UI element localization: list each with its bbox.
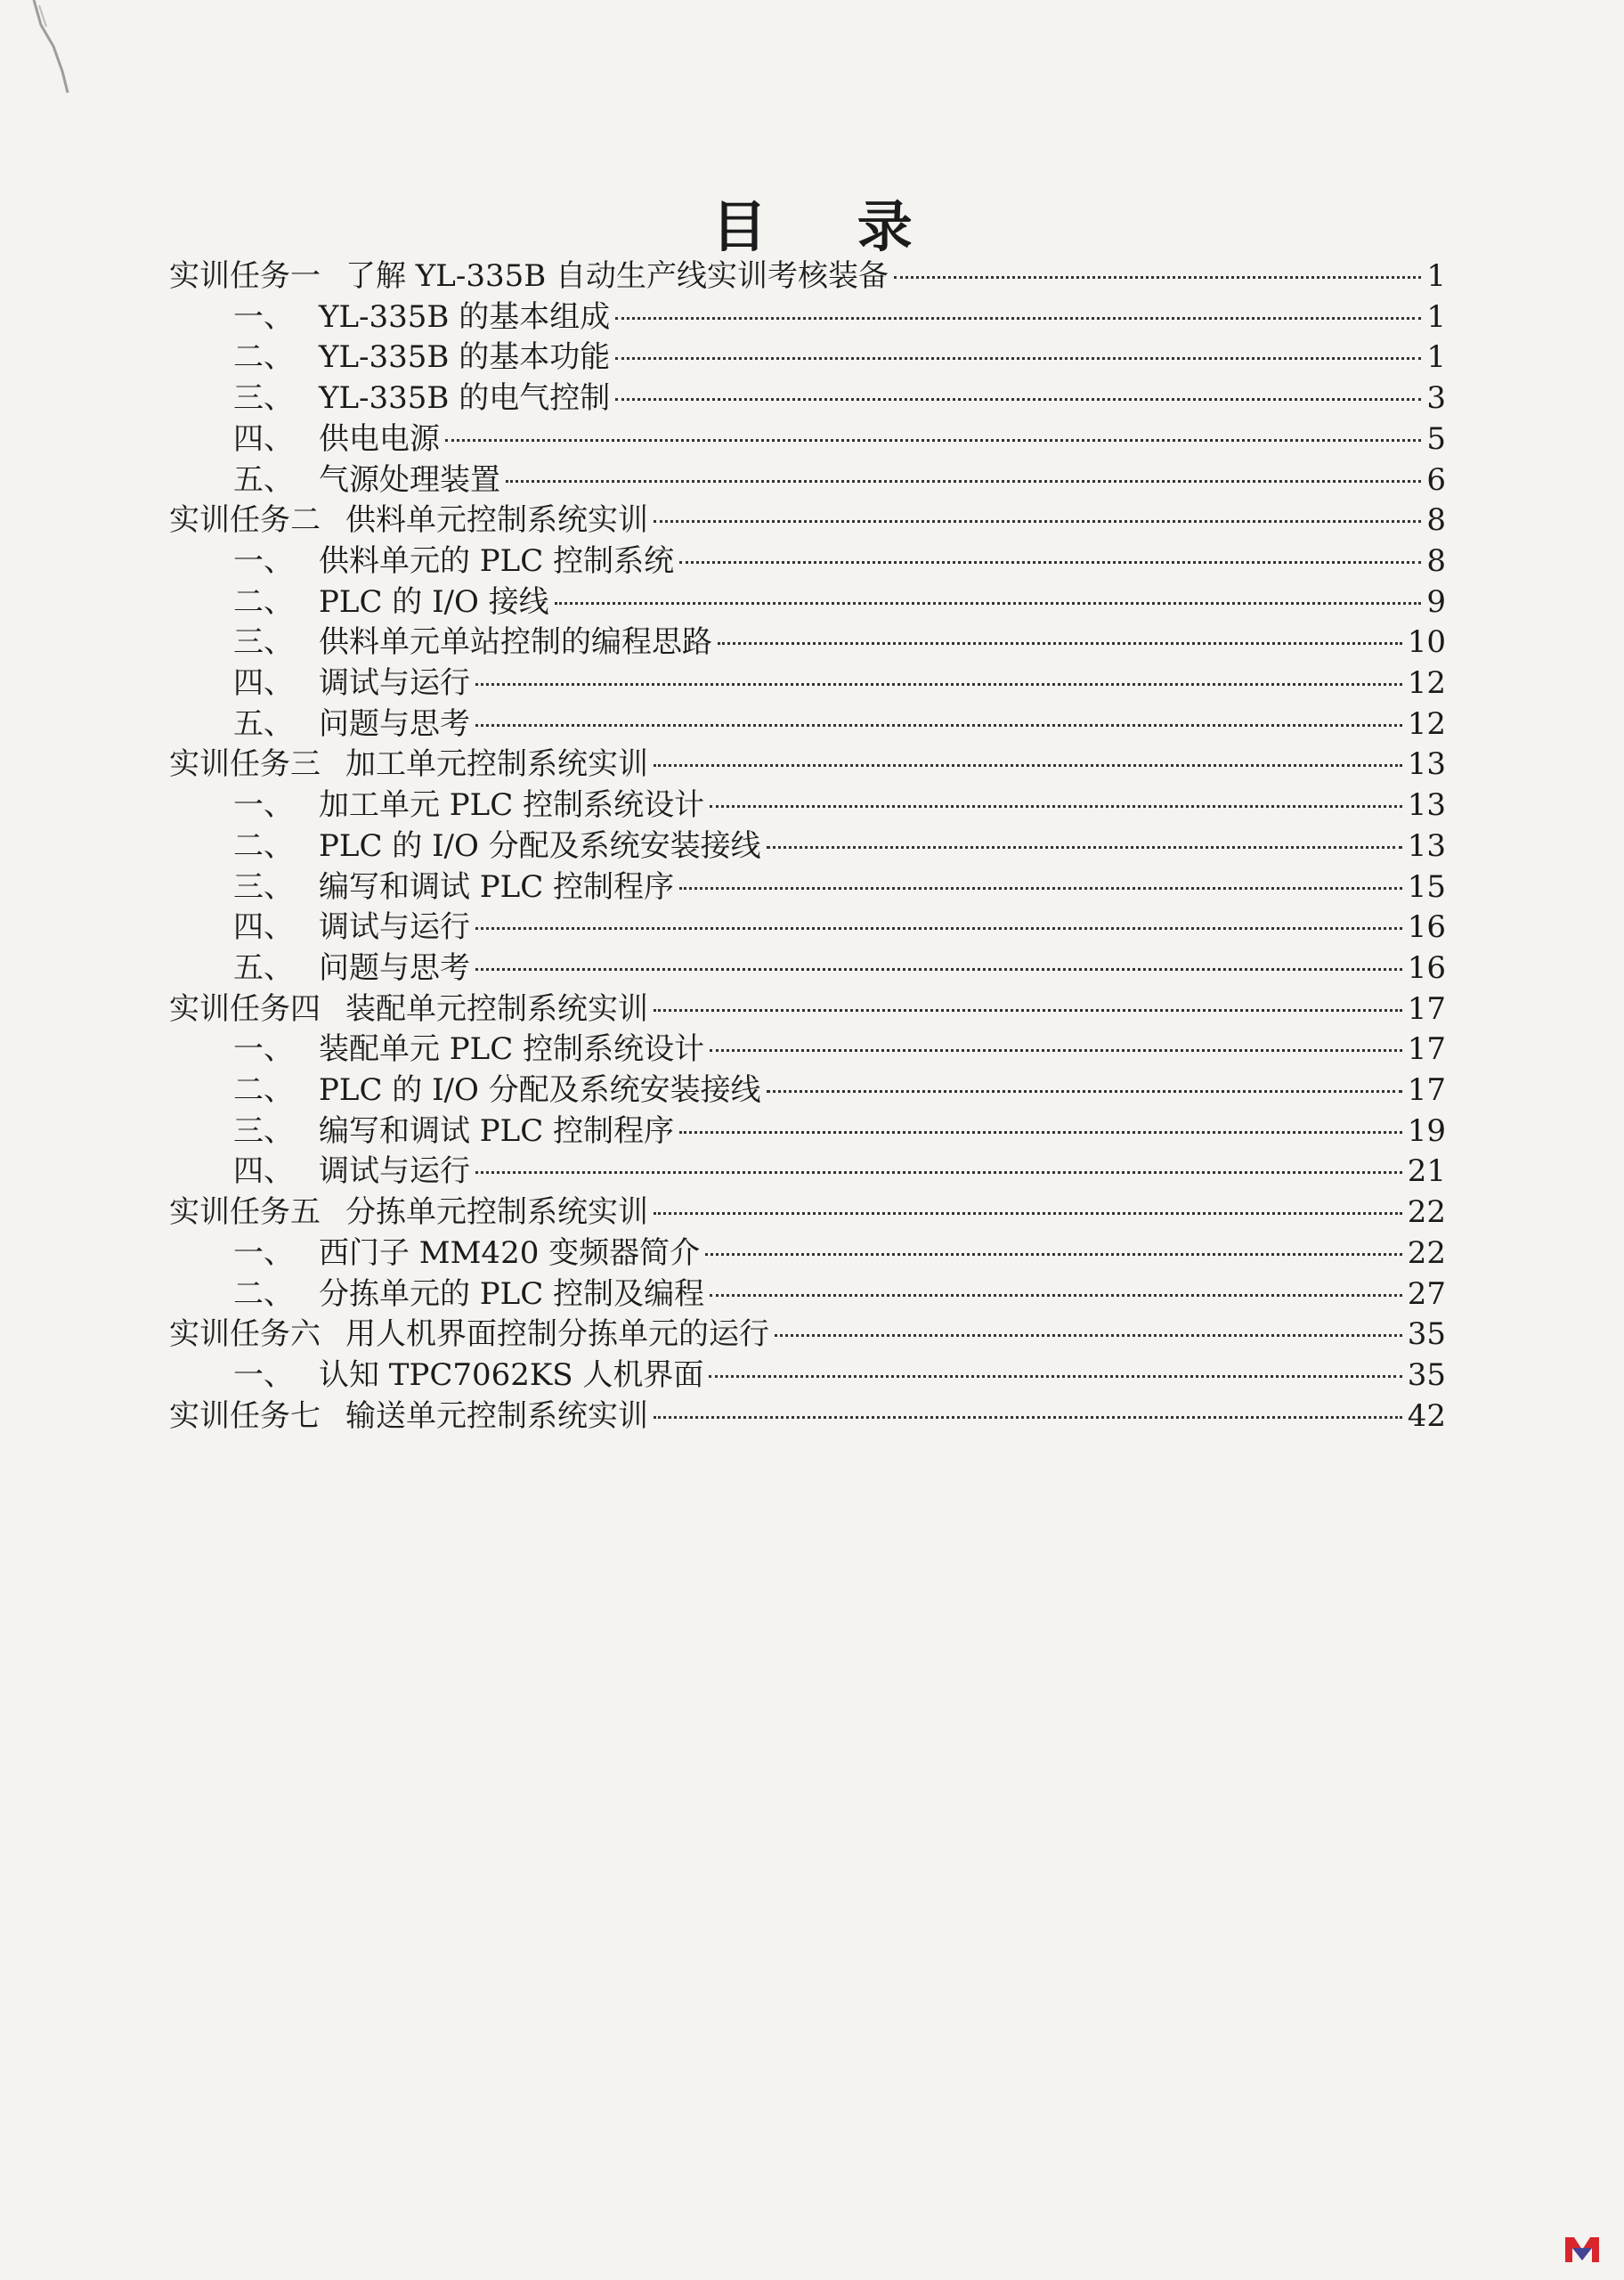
toc-page-number: 13 (1407, 746, 1446, 783)
toc-dot-leader (475, 683, 1402, 686)
toc-entry-number: 一、 (233, 542, 294, 579)
toc-page-number: 17 (1407, 1072, 1446, 1108)
toc-entry-number: 实训任务三 (169, 746, 321, 783)
toc-entry-title: 问题与思考 (319, 705, 470, 742)
toc-entry-number: 一、 (233, 1031, 294, 1068)
toc-dot-leader (679, 1131, 1402, 1134)
toc-dot-leader (679, 561, 1421, 564)
toc-dot-leader (679, 887, 1402, 890)
publisher-logo-icon (1563, 2234, 1601, 2264)
toc-entry-title: 调试与运行 (319, 909, 470, 946)
toc-dot-leader (709, 1375, 1401, 1378)
toc-entry-title: 装配单元控制系统实训 (345, 990, 648, 1027)
toc-entry-number: 四、 (233, 909, 294, 946)
toc-dot-leader (767, 1090, 1402, 1093)
toc-entry-number: 二、 (233, 583, 294, 620)
toc-dot-leader (705, 1253, 1402, 1256)
toc-entry-title: 加工单元 PLC 控制系统设计 (319, 787, 705, 824)
toc-page-number: 12 (1407, 705, 1446, 742)
toc-page-number: 16 (1407, 909, 1446, 946)
toc-page-number: 8 (1426, 542, 1446, 579)
toc-entry-title: 供料单元控制系统实训 (345, 502, 648, 539)
toc-entry-number: 五、 (233, 949, 294, 986)
toc-page-number: 9 (1426, 583, 1446, 620)
toc-entry-number: 一、 (233, 1234, 294, 1271)
toc-dot-leader (615, 357, 1421, 360)
toc-entry-number: 四、 (233, 665, 294, 701)
toc-entry-number: 三、 (233, 624, 294, 661)
toc-entry-title: 供料单元单站控制的编程思路 (319, 624, 712, 661)
toc-entry-title: 加工单元控制系统实训 (345, 746, 648, 783)
toc-entry-number: 二、 (233, 1072, 294, 1108)
toc-dot-leader (654, 764, 1402, 767)
toc-page-number: 17 (1407, 990, 1446, 1027)
toc-page-number: 12 (1407, 665, 1446, 701)
toc-page-number: 1 (1426, 258, 1446, 294)
toc-page-number: 27 (1407, 1275, 1446, 1312)
toc-page-number: 13 (1407, 787, 1446, 824)
toc-page-number: 17 (1407, 1031, 1446, 1068)
toc-entry-title: 气源处理装置 (319, 461, 500, 498)
toc-entry-number: 五、 (233, 461, 294, 498)
toc-entry-title: 装配单元 PLC 控制系统设计 (319, 1031, 705, 1068)
toc-page-number: 21 (1407, 1153, 1446, 1190)
toc-entry-number: 实训任务七 (169, 1397, 321, 1434)
toc-entry-number: 实训任务一 (169, 258, 321, 294)
toc-entry-title: 供电电源 (319, 420, 440, 457)
toc-dot-leader (555, 602, 1422, 605)
toc-dot-leader (445, 439, 1421, 442)
toc-page-number: 8 (1426, 502, 1446, 539)
toc-page-number: 1 (1426, 339, 1446, 376)
toc-dot-leader (767, 846, 1402, 849)
toc-dot-leader (710, 1294, 1402, 1297)
toc-entry-number: 一、 (233, 298, 294, 335)
toc-entry-title: 输送单元控制系统实训 (345, 1397, 648, 1434)
toc-chapter-entry[interactable] (169, 1391, 1446, 1441)
toc-page-number: 19 (1407, 1112, 1446, 1149)
toc-dot-leader (654, 1416, 1402, 1419)
toc-entry-title: 问题与思考 (319, 949, 470, 986)
page-title: 目 录 (711, 194, 948, 259)
toc-entry-title: YL-335B 的基本组成 (319, 298, 611, 335)
toc-entry-title: PLC 的 I/O 接线 (319, 583, 549, 620)
toc-entry-label (169, 1391, 648, 1441)
toc-entry-number: 一、 (233, 787, 294, 824)
toc-page-number: 15 (1407, 868, 1446, 905)
toc-entry-title: 认知 TPC7062KS 人机界面 (319, 1356, 704, 1393)
toc-dot-leader (775, 1334, 1402, 1337)
toc-entry-number: 二、 (233, 339, 294, 376)
toc-entry-title: 分拣单元的 PLC 控制及编程 (319, 1275, 705, 1312)
toc-dot-leader (506, 480, 1421, 483)
toc-entry-number: 五、 (233, 705, 294, 742)
toc-dot-leader (718, 642, 1402, 645)
toc-dot-leader (475, 1171, 1402, 1174)
toc-entry-title: 供料单元的 PLC 控制系统 (319, 542, 675, 579)
toc-dot-leader (654, 520, 1421, 523)
toc-entry-title: YL-335B 的基本功能 (319, 339, 611, 376)
toc-dot-leader (475, 927, 1402, 930)
toc-page-number: 3 (1426, 380, 1446, 417)
toc-entry-title: 调试与运行 (319, 665, 470, 701)
toc-dot-leader (475, 968, 1402, 971)
toc-entry-number: 二、 (233, 1275, 294, 1312)
toc-entry-title: 分拣单元控制系统实训 (345, 1194, 648, 1231)
toc-page-number: 10 (1407, 624, 1446, 661)
toc-entry-title: 了解 YL-335B 自动生产线实训考核装备 (345, 258, 889, 294)
toc-entry-number: 实训任务五 (169, 1194, 321, 1231)
toc-entry-title: YL-335B 的电气控制 (319, 380, 611, 417)
toc-entry-title: 编写和调试 PLC 控制程序 (319, 1112, 675, 1149)
toc-entry-title: PLC 的 I/O 分配及系统安装接线 (319, 827, 761, 864)
toc-page-number: 22 (1407, 1234, 1446, 1271)
toc-entry-number: 一、 (233, 1356, 294, 1393)
toc-page-number: 42 (1407, 1397, 1446, 1434)
toc-entry-number: 三、 (233, 1112, 294, 1149)
toc-page-number: 35 (1407, 1316, 1446, 1353)
toc-entry-number: 四、 (233, 420, 294, 457)
toc-dot-leader (654, 1212, 1402, 1215)
toc-dot-leader (710, 1049, 1402, 1052)
toc-entry-number: 四、 (233, 1153, 294, 1190)
toc-entry-number: 实训任务四 (169, 990, 321, 1027)
toc-entry-title: 西门子 MM420 变频器简介 (319, 1234, 701, 1271)
toc-dot-leader (475, 724, 1402, 727)
toc-page-number: 6 (1426, 461, 1446, 498)
toc-entry-title: 调试与运行 (319, 1153, 470, 1190)
toc-page-number: 22 (1407, 1194, 1446, 1231)
toc-entry-title: PLC 的 I/O 分配及系统安装接线 (319, 1072, 761, 1108)
toc-dot-leader (654, 1009, 1402, 1012)
toc-dot-leader (894, 276, 1421, 279)
toc-entry-number: 实训任务六 (169, 1316, 321, 1353)
toc-page-number: 5 (1426, 420, 1446, 457)
toc-entry-title: 编写和调试 PLC 控制程序 (319, 868, 675, 905)
toc-page-number: 1 (1426, 298, 1446, 335)
toc-entry-number: 实训任务二 (169, 502, 321, 539)
toc-page-number: 13 (1407, 827, 1446, 864)
toc-entry-number: 二、 (233, 827, 294, 864)
toc-page-number: 35 (1407, 1356, 1446, 1393)
toc-entry-number: 三、 (233, 380, 294, 417)
toc-entry-number: 三、 (233, 868, 294, 905)
toc-entry-title: 用人机界面控制分拣单元的运行 (345, 1316, 769, 1353)
toc-dot-leader (615, 317, 1421, 320)
toc-page-number: 16 (1407, 949, 1446, 986)
toc-dot-leader (615, 398, 1421, 401)
toc-dot-leader (710, 805, 1402, 808)
